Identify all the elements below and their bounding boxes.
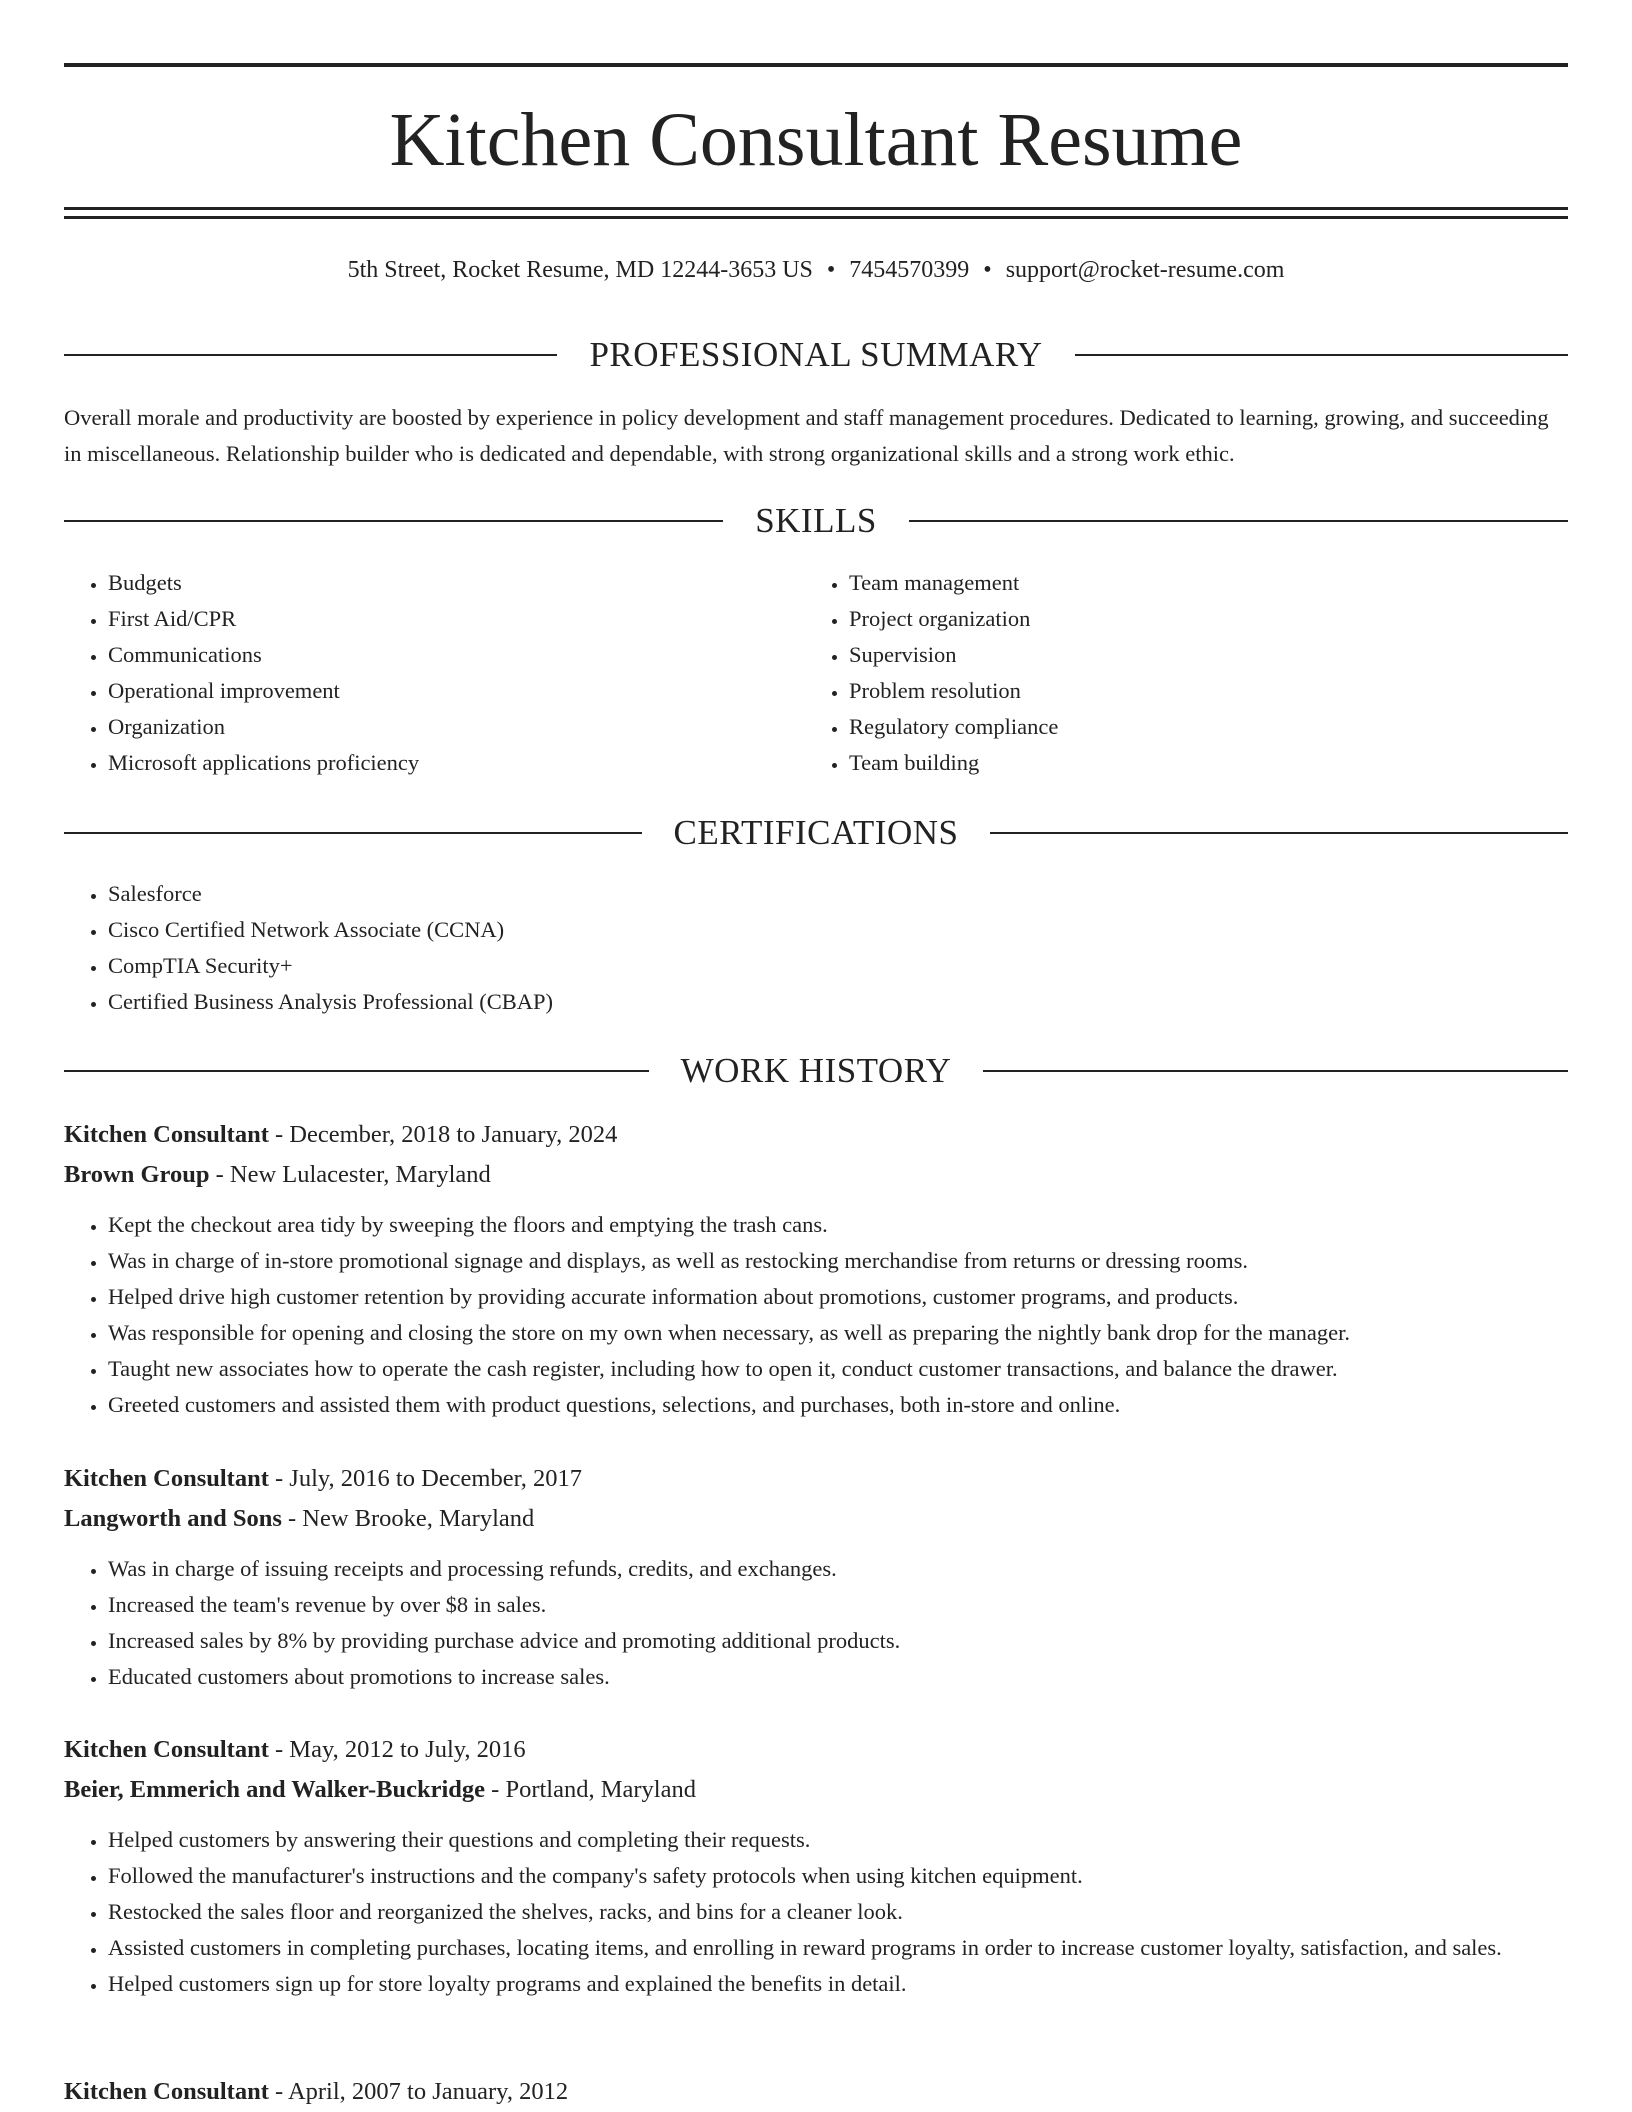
job-bullet: • Increased the team's revenue by over $8 in sales. [108,1587,1568,1623]
job-bullet: • Followed the manufacturer's instructions and the company's safety protocols when using kitchen equipment. [108,1858,1568,1894]
skill-item: • Supervision [849,637,1505,673]
job-bullet: • Was in charge of in-store promotional signage and displays, as well as restocking merchandise from returns or dressing rooms. [108,1243,1568,1279]
job-bullet: • Was in charge of issuing receipts and processing refunds, credits, and exchanges. [108,1551,1568,1587]
section-title: WORK HISTORY [680,1051,952,1090]
skill-item: • Project organization [849,601,1505,637]
contact-separator: • [826,257,836,283]
section-title: PROFESSIONAL SUMMARY [589,335,1043,374]
summary-text: Overall morale and productivity are boosted by experience in policy development and staff management procedures. Dedicated to learning, growing, and succeeding in miscellaneous. Relationship builder who is dedicated and dependable, with strong organizational skills and a strong work ethic. [64,405,1549,466]
job-dates: - April, 2007 to January, 2012 [268,2078,569,2105]
certification-item: • Salesforce [108,876,1064,912]
skill-item: • Regulatory compliance [849,709,1505,745]
title-rule-lower [64,216,1568,219]
job-bullet: • Assisted customers in completing purchases, locating items, and enrolling in reward programs in order to increase customer loyalty, satisfaction, and sales. [108,1930,1568,1966]
job-entry [64,2072,1568,2112]
contact-address: 5th Street, Rocket Resume, MD 12244-3653 US [347,257,813,283]
job-bullet: • Helped customers by answering their questions and completing their requests. [108,1822,1568,1858]
skills-column-right [805,565,1505,781]
job-bullet: • Was responsible for opening and closing the store on my own when necessary, as well as preparing the nightly bank drop for the manager. [108,1315,1568,1351]
job-location: - Portland, Maryland [485,1776,696,1803]
certification-item: • CompTIA Security+ [108,948,1064,984]
job-title: Kitchen Consultant [64,2078,269,2105]
contact-phone: 7454570399 [849,257,970,283]
heading-rule [909,520,1568,522]
job-bullet: • Greeted customers and assisted them with product questions, selections, and purchases, both in-store and online. [108,1387,1568,1423]
skill-item: • Microsoft applications proficiency [108,745,764,781]
section-heading-summary [64,335,1568,375]
contact-line [64,254,1568,286]
job-company: Brown Group [64,1161,210,1188]
certification-item: • Certified Business Analysis Professional (CBAP) [108,984,1064,1020]
job-entry [64,1730,1568,2002]
job-entry [64,1459,1568,1695]
heading-rule [990,832,1568,834]
skill-item: • First Aid/CPR [108,601,764,637]
skill-item: • Problem resolution [849,673,1505,709]
skill-item: • Team building [849,745,1505,781]
job-location: - New Lulacester, Maryland [209,1161,491,1188]
heading-rule [64,832,642,834]
skills-column-left [64,565,764,781]
job-company: Beier, Emmerich and Walker-Buckridge [64,1776,486,1803]
job-title-line [64,2072,1568,2112]
heading-rule [64,1070,649,1072]
job-bullet: • Helped drive high customer retention by providing accurate information about promotions, customer programs, and products. [108,1279,1568,1315]
skill-item: • Operational improvement [108,673,764,709]
job-bullet: • Restocked the sales floor and reorganized the shelves, racks, and bins for a cleaner look. [108,1894,1568,1930]
job-title-line [64,1730,1568,1770]
job-bullet: • Kept the checkout area tidy by sweeping the floors and emptying the trash cans. [108,1207,1568,1243]
skill-item: • Budgets [108,565,764,601]
section-title: SKILLS [755,501,877,540]
job-bullet: • Taught new associates how to operate the cash register, including how to open it, conduct customer transactions, and balance the drawer. [108,1351,1568,1387]
top-rule [64,63,1568,67]
title-rule-upper [64,207,1568,210]
job-dates: - May, 2012 to July, 2016 [268,1736,526,1763]
heading-rule [64,354,557,356]
skill-item: • Communications [108,637,764,673]
contact-separator: • [983,257,992,283]
section-title: CERTIFICATIONS [673,813,959,852]
section-heading-certifications [64,813,1568,853]
job-company-line [64,1499,1568,1539]
job-company-line [64,1155,1568,1195]
contact-email: support@rocket-resume.com [1005,257,1285,283]
heading-rule [983,1070,1568,1072]
heading-rule [1075,354,1568,356]
job-dates: - July, 2016 to December, 2017 [268,1465,583,1492]
page-title: Kitchen Consultant Resume [389,98,1243,182]
job-bullet: • Helped customers sign up for store loyalty programs and explained the benefits in detail. [108,1966,1568,2002]
job-bullet: • Educated customers about promotions to increase sales. [108,1659,1568,1695]
job-title: Kitchen Consultant [64,1121,269,1148]
job-company-line [64,1770,1568,1810]
job-entry [64,1115,1568,1423]
job-company: Langworth and Sons [64,1505,282,1532]
section-heading-work-history [64,1051,1568,1091]
job-title: Kitchen Consultant [64,1465,269,1492]
job-bullet: • Increased sales by 8% by providing purchase advice and promoting additional products. [108,1623,1568,1659]
heading-rule [64,520,723,522]
job-title-line [64,1115,1568,1155]
section-heading-skills [64,501,1568,541]
skill-item: • Organization [108,709,764,745]
job-title: Kitchen Consultant [64,1736,269,1763]
job-location: - New Brooke, Maryland [281,1505,535,1532]
job-title-line [64,1459,1568,1499]
certification-item: • Cisco Certified Network Associate (CCNA) [108,912,1064,948]
skill-item: • Team management [849,565,1505,601]
certifications-list [64,876,1064,1020]
job-dates: - December, 2018 to January, 2024 [268,1121,618,1148]
